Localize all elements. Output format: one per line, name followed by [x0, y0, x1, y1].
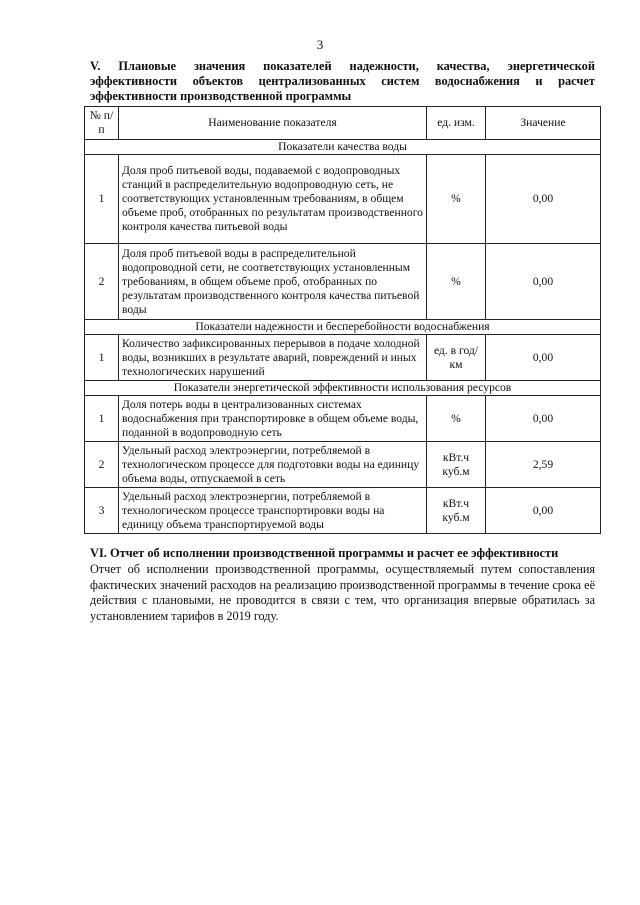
row-num: 2 — [85, 442, 119, 488]
row-num: 1 — [85, 155, 119, 244]
table-header-row — [85, 107, 601, 140]
row-unit: кВт.ч куб.м — [427, 442, 486, 488]
row-name: Удельный расход электроэнергии, потребляемой в технологическом процессе для подготовки воды на единицу объема воды, отпускаемой в сеть — [119, 442, 427, 488]
group-title: Показатели надежности и бесперебойности водоснабжения — [85, 320, 601, 335]
row-value: 0,00 — [486, 335, 601, 381]
table-row — [85, 335, 601, 381]
row-value: 2,59 — [486, 442, 601, 488]
row-value: 0,00 — [486, 155, 601, 244]
group-title: Показатели качества воды — [85, 140, 601, 155]
group-title: Показатели энергетической эффективности использования ресурсов — [85, 381, 601, 396]
table-row — [85, 244, 601, 320]
header-name: Наименование показателя — [119, 107, 427, 140]
row-unit: кВт.ч куб.м — [427, 488, 486, 534]
table-row — [85, 442, 601, 488]
row-name: Доля потерь воды в централизованных системах водоснабжения при транспортировке в общем объеме воды, поданной в водопроводную сеть — [119, 396, 427, 442]
row-num: 3 — [85, 488, 119, 534]
table-row — [85, 396, 601, 442]
section-5-title: V. Плановые значения показателей надежности, качества, энергетической эффективности объектов централизованных систем водоснабжения и расчет эффективности производственной программы — [90, 59, 595, 103]
row-num: 1 — [85, 396, 119, 442]
row-name: Доля проб питьевой воды в распределительной водопроводной сети, не соответствующих установленным требованиям, в общем объеме проб, отобранных по результатам производственного контроля качества питьевой воды — [119, 244, 427, 320]
row-value: 0,00 — [486, 396, 601, 442]
page-number: 3 — [316, 37, 324, 52]
section-6-body: Отчет об исполнении производственной программы, осуществляемый путем сопоставления фактических значений расходов на реализацию производственной программы в течение срока её действия с плановыми, не проводится в связи с тем, что организация впервые обратилась за установлением тарифов в 2019 году. — [90, 562, 595, 623]
table-row — [85, 155, 601, 244]
section-6-title: VI. Отчет об исполнении производственной программы и расчет ее эффективности — [90, 546, 559, 560]
row-value: 0,00 — [486, 488, 601, 534]
header-num: № п/п — [85, 107, 119, 140]
row-unit: % — [427, 244, 486, 320]
header-value: Значение — [486, 107, 601, 140]
row-name: Доля проб питьевой воды, подаваемой с водопроводных станций в распределительную водопроводную сеть, не соответствующих установленным требованиям, в общем объеме проб, отобранных по результатам производственного контроля качества питьевой воды — [119, 155, 427, 244]
row-unit: % — [427, 396, 486, 442]
table-row — [85, 488, 601, 534]
group-row-energy-efficiency — [85, 381, 601, 396]
row-num: 2 — [85, 244, 119, 320]
header-unit: ед. изм. — [427, 107, 486, 140]
row-unit: % — [427, 155, 486, 244]
group-row-water-quality — [85, 140, 601, 155]
row-value: 0,00 — [486, 244, 601, 320]
row-unit: ед. в год/ км — [427, 335, 486, 381]
group-row-reliability — [85, 320, 601, 335]
row-name: Количество зафиксированных перерывов в подаче холодной воды, возникших в результате аварий, повреждений и иных технологических нарушений — [119, 335, 427, 381]
row-name: Удельный расход электроэнергии, потребляемой в технологическом процессе транспортировки воды на единицу объема транспортируемой воды — [119, 488, 427, 534]
indicators-table — [84, 106, 601, 534]
row-num: 1 — [85, 335, 119, 381]
